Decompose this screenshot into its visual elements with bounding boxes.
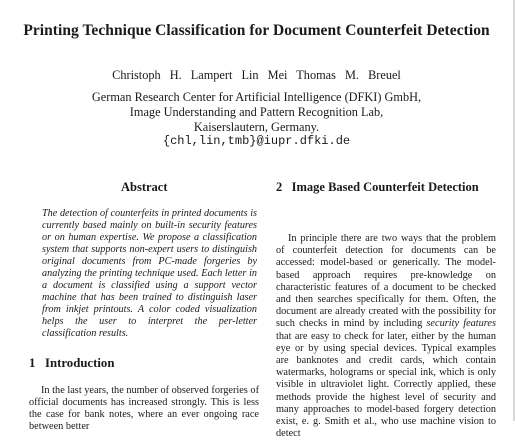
- section-2-text-part-2: that are easy to check for later, either by the human eye or by using special devices. Typical examples are banknotes and credit cards, which contain watermarks, holograms or special ink, which is only visible in ultraviolet light. Correctly applied, these methods provide the highest level of security and many approaches to model-based forgery detection exist, e. g. Smith et al., who use machine vision to detect: [276, 330, 496, 440]
- intro-heading: 1 Introduction: [29, 356, 115, 370]
- section-2-text-part-1: In principle there are two ways that the problem of counterfeit detection for documents can be accessed: model-based or generically. The model-based approach requires pre-knowledge on characteristic features of a document to be checked and then searches specifically for them. Often, the document are already created with the possibility for such checks in mind by including: [276, 233, 496, 330]
- affiliation-line-1: German Research Center for Artificial Intelligence (DFKI) GmbH,: [91, 90, 422, 104]
- affiliation-line-2: Image Understanding and Pattern Recognition Lab,: [129, 105, 384, 119]
- affiliation-line-3: Kaiserslautern, Germany.: [193, 120, 320, 134]
- author-list: Christoph H. Lampert Lin Mei Thomas M. Breuel: [112, 68, 401, 82]
- section-2-text: [276, 233, 496, 440]
- intro-text: In the last years, the number of observed forgeries of official documents has increased strongly. This is less the case for bank notes, where an ever ongoing race between better: [29, 385, 259, 432]
- author-email: {chl,lin,tmb}@iupr.dfki.de: [162, 134, 351, 148]
- abstract-heading: Abstract: [121, 180, 168, 194]
- abstract-text: The detection of counterfeits in printed documents is currently based mainly on built-in security features or on human expertise. We propose a classification system that supports non-expert users to distinguish original documents from PC-made forgeries by analyzing the printing technique used. Each letter in a document is classified using a support vector machine that has been trained to distinguish laser from inkjet printouts. A color coded visualization helps the user to interpret the per-letter classification results.: [42, 208, 257, 339]
- paper-title: Printing Technique Classification for Document Counterfeit Detection: [23, 22, 490, 39]
- security-features-emphasis: security features: [426, 318, 497, 330]
- section-2-heading: 2 Image Based Counterfeit Detection: [276, 180, 479, 194]
